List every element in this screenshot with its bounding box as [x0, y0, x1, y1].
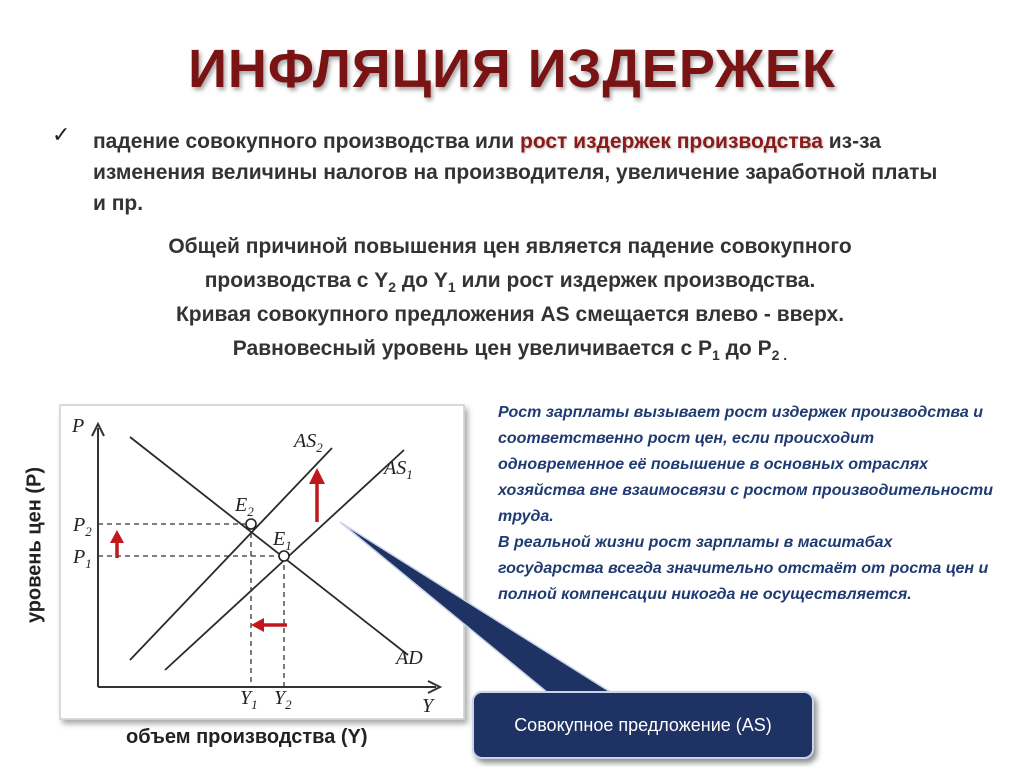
slide-title: ИНФЛЯЦИЯ ИЗДЕРЖЕК [188, 39, 836, 99]
explanation-line-2b: до Y [396, 269, 448, 292]
side-note-paragraph-1: Рост зарплаты вызывает рост издержек производства и соответственно рост цен, если происходит одновременное её повышение в основных отраслях хозяйства вне взаимосвязи с ростом производительности труда. [498, 404, 993, 525]
as2-label: $AS_2$ [294, 430, 323, 455]
as1-label: $AS_1$ [384, 457, 413, 482]
x-axis-caption: объем производства (Y) [126, 726, 368, 748]
explanation-sub-p2: 2 . [771, 347, 788, 363]
explanation-line-2a: производства с Y [204, 269, 389, 292]
bullet-highlight: рост издержек производства [520, 130, 823, 153]
explanation-line-3: Кривая совокупного предложения AS смещается влево - вверх. [175, 303, 845, 326]
explanation-line-1: Общей причиной повышения цен является падение совокупного [168, 235, 852, 258]
explanation-line-4a: Равновесный уровень цен увеличивается с P [232, 337, 712, 360]
p2-label: $P_2$ [73, 514, 92, 539]
bullet-text-start: падение совокупного производства или [93, 130, 520, 153]
explanation-sub-p1: 1 [711, 347, 720, 363]
p1-label: $P_1$ [73, 546, 92, 571]
explanation-sub-y2: 2 [388, 279, 397, 295]
ad-label: AD [396, 647, 423, 669]
checkmark-icon: ✓ [52, 122, 71, 147]
axis-p-label: P [72, 415, 85, 437]
y2-label: $Y_2$ [274, 687, 292, 712]
side-note-paragraph-2: В реальной жизни рост зарплаты в масштабах государства всегда значительно отстаёт от роста цен и полной компенсации никогда не осуществляется. [498, 534, 989, 603]
e1-label: $E_1$ [273, 528, 292, 553]
explanation-sub-y1: 1 [447, 279, 456, 295]
explanation-line-4b: до P [719, 337, 772, 360]
e2-label: $E_2$ [235, 494, 254, 519]
bullet-text-end: из-за изменения величины налогов на производителя, увеличение заработной платы и пр. [93, 130, 938, 215]
y-axis-caption-text: уровень цен (P) [23, 466, 46, 624]
explanation-line-2c: или рост издержек производства. [455, 269, 816, 292]
y1-label: $Y_1$ [240, 687, 258, 712]
callout-box: Совокупное предложение (AS) [472, 691, 814, 759]
callout-pointer-shape [340, 522, 612, 693]
axis-y-label: Y [422, 695, 434, 717]
